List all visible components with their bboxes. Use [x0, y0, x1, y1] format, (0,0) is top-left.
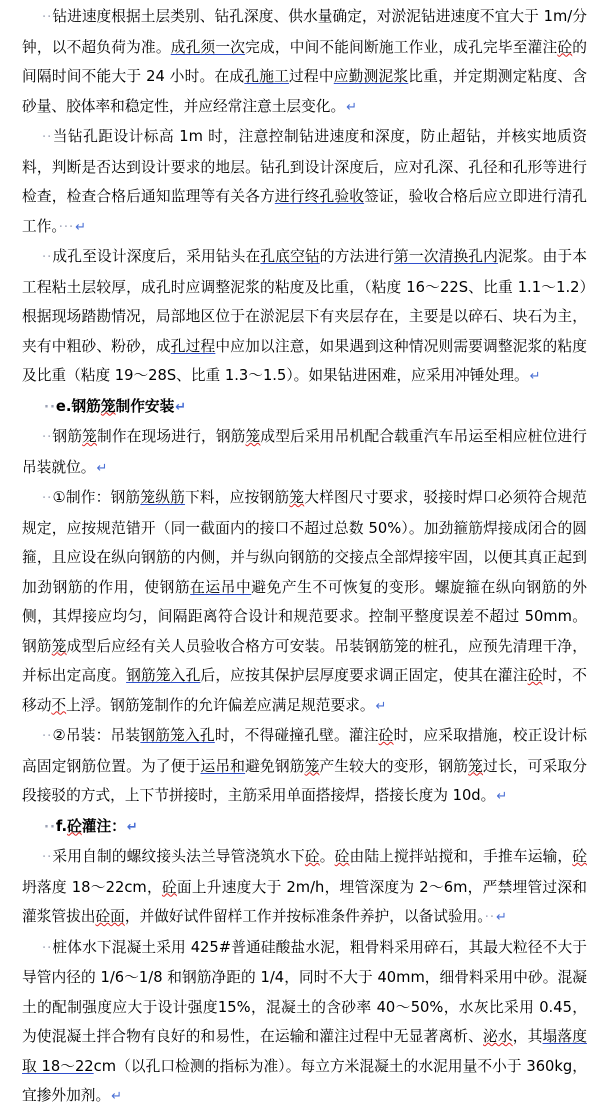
space-formatting-mark: ·· — [42, 130, 53, 145]
spellcheck-flagged-text: 砼 — [304, 848, 320, 865]
paragraph-formatting-mark: ↵ — [75, 219, 87, 235]
paragraph-formatting-mark: ↵ — [496, 789, 508, 804]
text-run: 成型后应经有关人员验收合格方可安装。吊装钢筋笼的桩孔，应预先清理干净，并标出定高度。 — [22, 637, 587, 684]
text-run: 时，不得碰撞孔壁。灌注 — [214, 727, 379, 744]
spellcheck-flagged-text: 砼 — [161, 878, 177, 896]
smart-tag-underlined-text: 钢筋笼入孔 — [126, 667, 201, 684]
text-run: ①制作：钢筋 — [52, 489, 141, 506]
space-formatting-mark: ·· — [44, 819, 56, 835]
document-paragraph — [22, 2, 587, 122]
paragraph-formatting-mark: ↵ — [175, 399, 187, 415]
text-run: ②吊装：吊装 — [52, 727, 141, 744]
text-run: 当钻孔距设计标高 1m 时，注意控制钻进速度和深度，防止超钻，并核实地质资料，判断是否达到设计要求的地层。钻孔到设计深度后，应对孔深、孔径和孔形等进行检查，检查合格后通知监理等有关各方 — [22, 128, 587, 205]
space-formatting-mark: ··· — [58, 219, 75, 235]
spellcheck-flagged-text: 笼 — [245, 428, 261, 445]
document-heading — [22, 392, 587, 423]
spellcheck-flagged-text: 砼 — [378, 727, 394, 744]
text-run: 时，不移动 — [22, 667, 587, 714]
text-run: 钢筋 — [52, 428, 83, 445]
text-run: 采用自制的螺纹接头法兰导管浇筑水下 — [52, 848, 305, 865]
text-run: 完成，中间不能间断施工作业，成孔完毕至灌注 — [245, 38, 558, 56]
space-formatting-mark: ·· — [42, 250, 53, 265]
space-formatting-mark: ·· — [42, 430, 53, 445]
text-run: 中应加以注意，如果遇到这种情况则需要调整泥浆的粘度及比重（粘度 19～28S、比重 1.3～1.5）。如果钻进困难，应采用冲锤处理。 — [22, 337, 587, 384]
smart-tag-underlined-text: 运吊和 — [200, 757, 246, 775]
space-formatting-mark: ·· — [42, 729, 53, 744]
spellcheck-flagged-text: 笼 — [82, 428, 97, 445]
text-run: ，其 — [512, 1028, 543, 1045]
text-run: 比重，并定期测定粘度、含砂量、胶体率和稳定性，并应经常注意土层变化。 — [22, 68, 587, 115]
text-run: 面上升速度大于 2m/h，埋管深度为 2～6m，严禁埋管过深和灌浆管拔出 — [22, 878, 587, 925]
text-run: 桩体水下混凝土采用 425#普通硅酸盐水泥，粗骨料采用碎石，其最大粒径不大于导管内径的 1/6～1/8 和钢筋净距的 1/4，同时不大于 40mm，细骨料采用中砂。混凝土的配制强度应大于设计强度15%，混凝土的含砂率 40～50%，水灰比采用 0.45，为使混凝土拌合物有良好的和易性，在运输和灌注过程中无显著离析、 — [22, 938, 587, 1045]
document-heading — [22, 812, 587, 843]
text-run: 。 — [319, 848, 335, 865]
document-paragraph — [22, 422, 587, 483]
text-run: 成孔至设计深度后，采用钻头在 — [52, 248, 261, 265]
spellcheck-flagged-text: 笼 — [289, 489, 305, 506]
paragraph-formatting-mark: ↵ — [495, 910, 507, 925]
paragraph-formatting-mark: ↵ — [96, 460, 108, 476]
text-run: 上浮。钢筋笼制作的允许偏差应满足规范要求。 — [66, 696, 375, 714]
text-run: 灌注： — [81, 817, 126, 835]
text-run: 大样图尺寸要求，驳接时焊口必须符合规范规定，应按规范错开（同一截面内的接口不超过总数 50%）。加劲箍筋焊接成闭合的圆箍，且应设在纵向钢筋的内侧，并与纵向钢筋的交接点全部焊接牢固，以便其真正起到加劲钢筋的作用，使钢筋 — [22, 489, 587, 596]
paragraph-formatting-mark: ↵ — [346, 99, 358, 115]
spellcheck-flagged-text: 笼 — [100, 397, 116, 415]
space-formatting-mark: ·· — [42, 940, 53, 956]
text-run: cm（以孔口检测的指标为准）。每立方米混凝土的水泥用量不小于 360kg，宜掺外加剂。 — [22, 1057, 587, 1104]
text-run: ，并做好试件留样工作并按标准条件养护，以备试验用。 — [124, 908, 485, 925]
spellcheck-flagged-text: 砼 — [67, 817, 82, 835]
text-run: 成型后采用吊机配合载重汽车吊运至相应桩位进行吊装就位。 — [22, 428, 587, 476]
document-text-body — [22, 2, 587, 1112]
space-formatting-mark: ·· — [42, 10, 53, 25]
text-run: 由陆上搅拌站搅和，手推车运输， — [349, 848, 573, 865]
smart-tag-underlined-text: 在运吊中 — [190, 578, 252, 596]
smart-tag-underlined-text: 应勤测泥浆 — [333, 68, 409, 85]
spellcheck-flagged-text: 泌水 — [483, 1028, 513, 1045]
text-run: 制作在现场进行，钢筋 — [97, 428, 246, 445]
spellcheck-flagged-text: 不 — [51, 696, 67, 714]
document-paragraph — [22, 122, 587, 242]
spellcheck-flagged-text: 笼 — [468, 757, 484, 775]
text-run: 避免产生不可恢复的变形。螺旋箍在纵向钢筋的外侧，其焊接应均匀，间隔距离符合设计和规范要求。控制平整度误差不超过 50mm。钢筋 — [22, 578, 587, 655]
smart-tag-underlined-text: 孔施工 — [244, 68, 290, 85]
document-paragraph — [22, 242, 587, 392]
text-run: 下料，应按钢筋 — [185, 489, 290, 506]
text-run: 制作安装 — [115, 397, 175, 415]
paragraph-formatting-mark: ↵ — [375, 698, 387, 714]
smart-tag-underlined-text: 孔过程 — [170, 337, 216, 355]
space-formatting-mark: ·· — [42, 491, 53, 506]
text-run: 签证，验收合格后应立即进行清孔工作。 — [22, 188, 587, 235]
spellcheck-flagged-text: 砼 — [572, 848, 587, 865]
text-run: 泥浆。由于本工程粘土层较厚，成孔时应调整泥浆的粘度及比重，（粘度 16～22S、比重 1.1～1.2）根据现场踏勘情况，局部地区位于在淤泥层下有夹层存在，主要是以碎石、块石为主，夹有中粗砂、粉砂，成 — [22, 248, 587, 355]
text-run: 时，应采取措施，校正设计标高固定钢筋位置。为了便于 — [22, 727, 587, 775]
text-run: 的间隔时间不能大于 24 小时。在成 — [22, 38, 587, 85]
text-run: 后，应按其保护层厚度要求调正固定，使其在灌注 — [200, 667, 528, 684]
space-formatting-mark: ·· — [484, 910, 495, 925]
smart-tag-underlined-text: 成孔须一次 — [170, 38, 246, 56]
spellcheck-flagged-text: 笼 — [51, 637, 67, 655]
text-run: 过长，可采取分段接驳的方式，上下节拼接时，主筋采用单面搭接焊，搭接长度为 10d。 — [22, 757, 587, 804]
text-run: 避免钢筋 — [245, 757, 305, 775]
spellcheck-flagged-text: 砼 — [334, 848, 350, 865]
smart-tag-underlined-text: 孔底空钻 — [260, 248, 320, 265]
space-formatting-mark: ·· — [42, 850, 53, 865]
text-run: e. — [55, 397, 72, 415]
text-run: 的方法进行 — [319, 248, 395, 265]
text-run: 钢筋 — [71, 397, 101, 415]
smart-tag-underlined-text: 笼纵筋 — [140, 489, 186, 506]
spellcheck-flagged-text: 笼 — [304, 757, 320, 775]
text-run: 钻进速度根据土层类别、钻孔深度、供水量确定，对淤泥钻进速度不宜大于 1m/分钟，以不超负荷为准。 — [22, 8, 587, 56]
smart-tag-underlined-text: 钢筋笼入孔 — [140, 727, 215, 744]
text-run: 产生较大的变形，钢筋 — [319, 757, 469, 775]
document-paragraph — [22, 933, 587, 1112]
smart-tag-underlined-text: 第一次清换孔内 — [394, 248, 499, 265]
text-run: 坍落度 18～22cm， — [22, 878, 162, 896]
spellcheck-flagged-text: 砼 — [527, 667, 543, 684]
paragraph-formatting-mark: ↵ — [126, 819, 138, 835]
paragraph-formatting-mark: ↵ — [111, 1089, 123, 1104]
spellcheck-flagged-text: 砼 — [557, 38, 573, 56]
space-formatting-mark: ·· — [44, 399, 56, 415]
text-run: 过程中 — [289, 68, 334, 85]
text-run: f. — [55, 817, 68, 835]
smart-tag-underlined-text: 塌落度取 18～22 — [22, 1028, 587, 1075]
document-paragraph — [22, 721, 587, 812]
document-paragraph — [22, 842, 587, 933]
document-paragraph — [22, 483, 587, 721]
smart-tag-underlined-text: 进行终孔验收 — [274, 188, 365, 205]
paragraph-formatting-mark: ↵ — [529, 369, 541, 384]
spellcheck-flagged-text: 砼面 — [95, 908, 125, 925]
